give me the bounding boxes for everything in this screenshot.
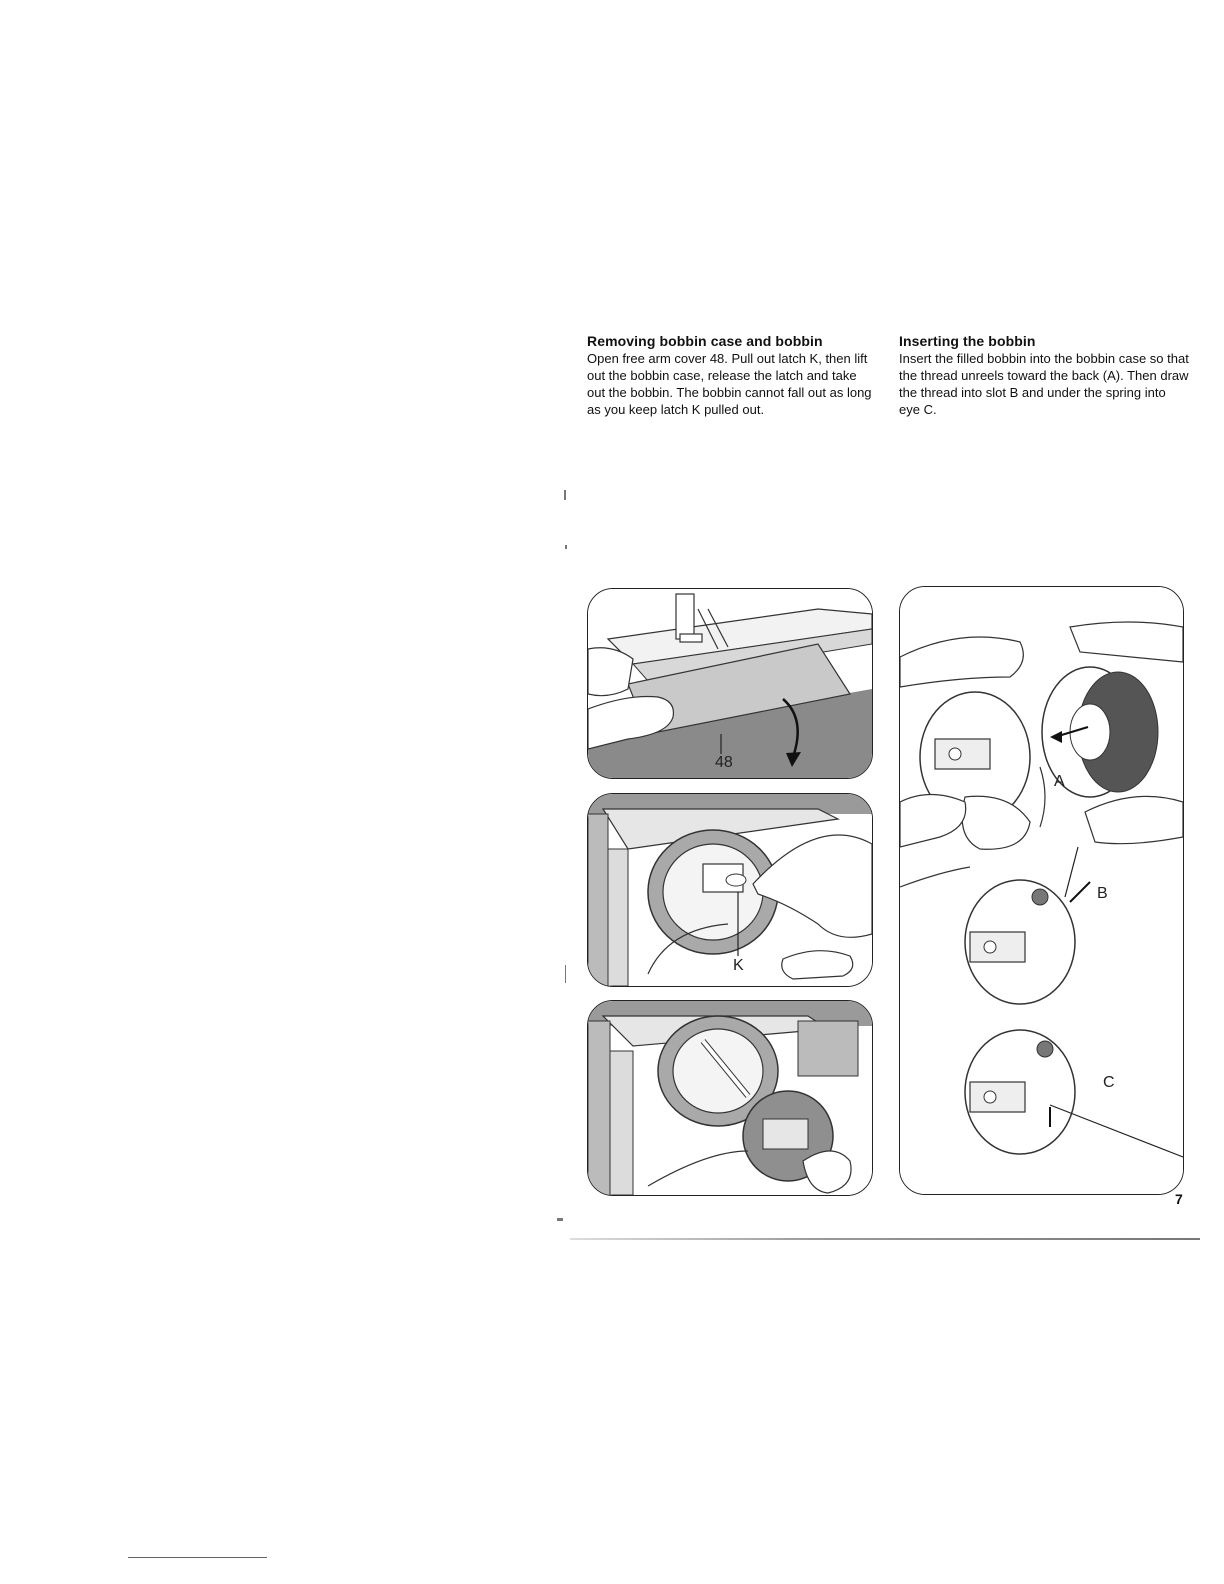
figure-insert-bobbin [899, 586, 1184, 1195]
callout-b: B [1097, 885, 1108, 902]
bottom-rule [570, 1238, 1200, 1240]
link-underline [128, 1557, 267, 1558]
section-title: Removing bobbin case and bobbin [587, 333, 823, 349]
figure-free-arm-cover [587, 588, 873, 779]
section-removing-bobbin [587, 333, 877, 418]
illustration-free-arm-cover [588, 589, 872, 778]
illustration-insert-bobbin [900, 587, 1183, 1194]
figure-latch-k [587, 793, 873, 987]
scan-speck [565, 545, 567, 549]
callout-c: C [1103, 1074, 1115, 1091]
scan-speck [565, 965, 566, 983]
section-body: Insert the filled bobbin into the bobbin case so that the thread unreels toward the back (A). Then draw the thread into slot B and under the spring into eye C. [899, 351, 1189, 417]
figure-lift-bobbin-case [587, 1000, 873, 1196]
callout-a: A [1054, 773, 1065, 790]
page-number: 7 [1175, 1191, 1183, 1207]
illustration-lift-bobbin-case [588, 1001, 872, 1195]
section-inserting-bobbin [899, 333, 1189, 418]
scan-speck [564, 490, 566, 500]
illustration-latch-k [588, 794, 872, 986]
section-body: Open free arm cover 48. Pull out latch K, then lift out the bobbin case, release the latch and take out the bobbin. The bobbin cannot fall out as long as you keep latch K pulled out. [587, 351, 872, 417]
callout-48: 48 [715, 754, 733, 771]
scan-speck [557, 1218, 563, 1221]
callout-k: K [733, 957, 744, 974]
section-title: Inserting the bobbin [899, 333, 1036, 349]
